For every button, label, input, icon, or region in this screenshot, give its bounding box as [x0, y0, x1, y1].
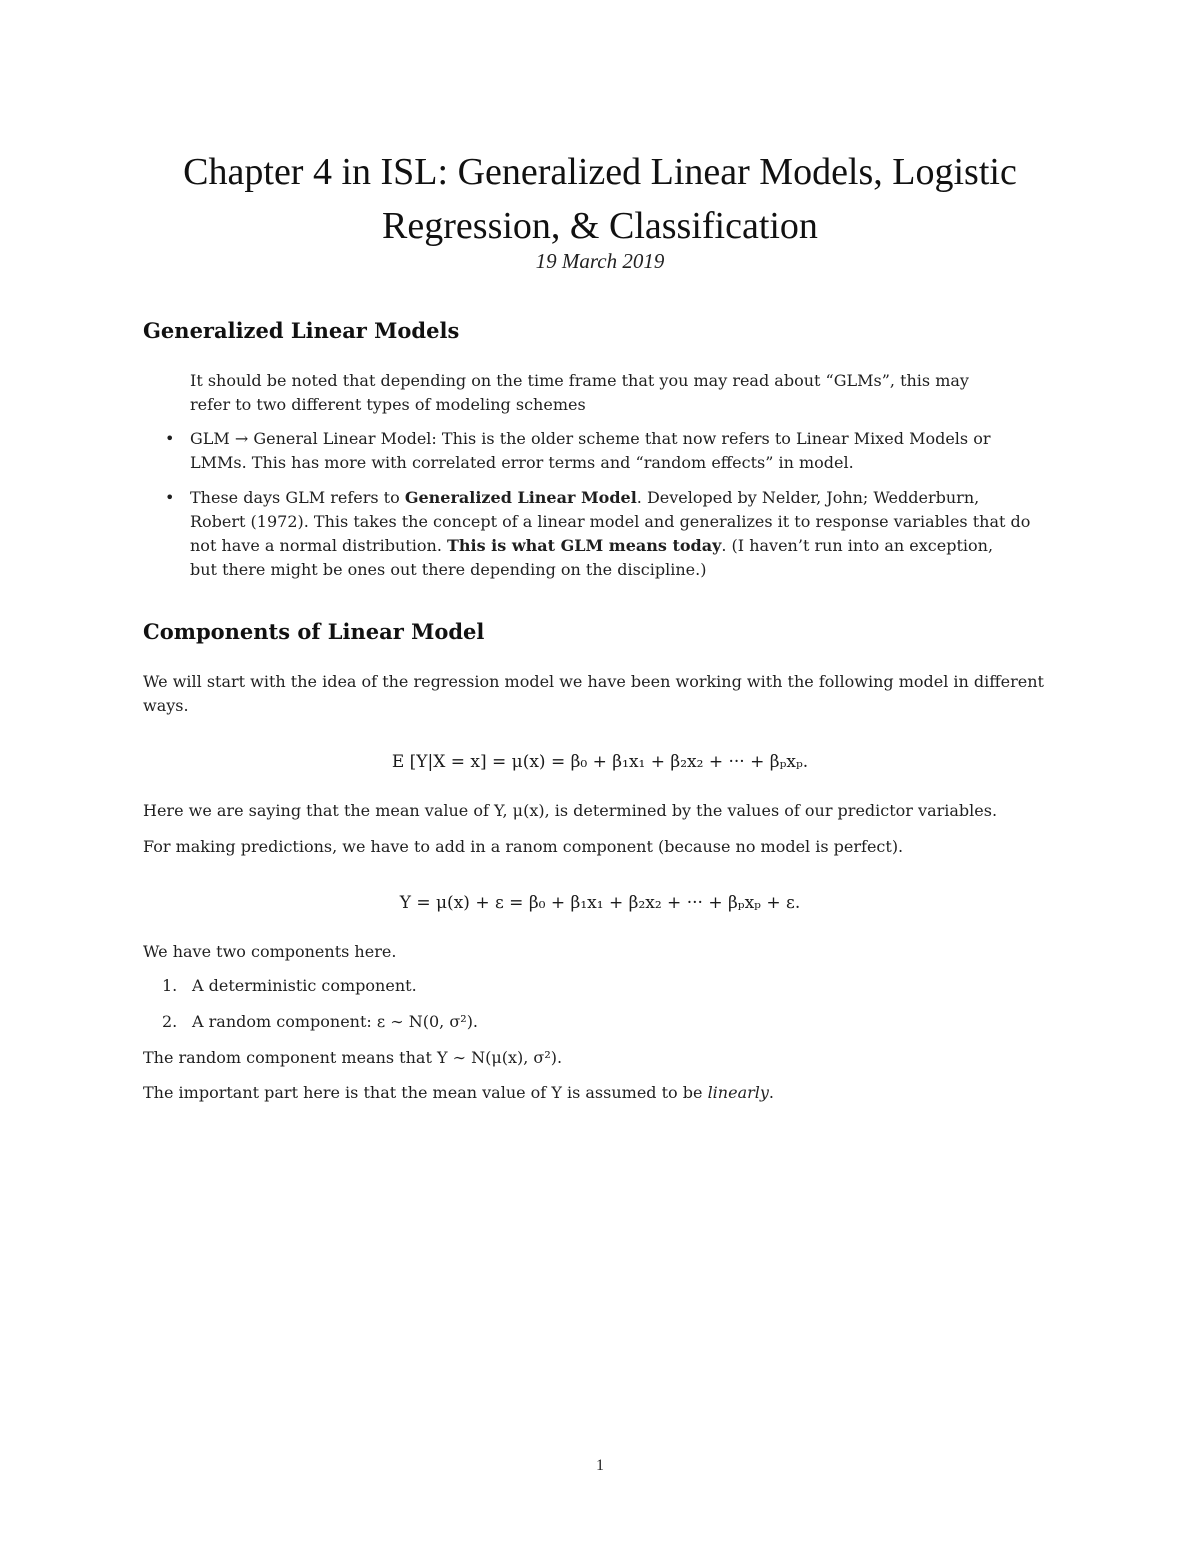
components-intro-line-2: ways.: [143, 696, 189, 715]
document-title: [100, 145, 1100, 253]
title-line-2: Regression, & Classification: [382, 205, 818, 247]
bullet-marker: •: [165, 429, 175, 448]
glm-intro-line-1: It should be noted that depending on the time frame that you may read about “GLMs”, this may: [190, 371, 969, 390]
linearity-emphasis: linearly: [707, 1083, 769, 1102]
linearity-text: The important part here is that the mean value of Y is assumed to be: [143, 1083, 708, 1102]
bullet-generalized-linear-model: [190, 486, 1070, 582]
prediction-paragraph: For making predictions, we have to add in a ranom component (because no model is perfect).: [143, 837, 904, 856]
components-intro: [143, 670, 1073, 718]
bullet-2-line-3-pre: not have a normal distribution.: [190, 536, 447, 555]
bullet-2-rest: . Developed by Nelder, John; Wedderburn,: [636, 488, 980, 507]
page-number: 1: [596, 1457, 604, 1474]
glm-intro: [190, 369, 1070, 417]
list-number-1: 1.: [162, 976, 178, 995]
section-heading-components: Components of Linear Model: [143, 619, 485, 644]
components-intro-line-1: We will start with the idea of the regression model we have been working with the following model in different: [143, 672, 1044, 691]
bullet-2-line-4: but there might be ones out there depending on the discipline.): [190, 560, 707, 579]
bullet-2-bold: Generalized Linear Model: [404, 488, 637, 507]
random-component-paragraph: The random component means that Y ∼ N(μ(x), σ²).: [143, 1048, 563, 1067]
linearity-paragraph: [143, 1081, 1073, 1105]
list-item-random: A random component: ε ∼ N(0, σ²).: [192, 1012, 479, 1031]
list-item-deterministic: A deterministic component.: [192, 976, 417, 995]
section-heading-glm: Generalized Linear Models: [143, 318, 460, 343]
title-line-1: Chapter 4 in ISL: Generalized Linear Models, Logistic: [183, 151, 1017, 193]
bullet-2-lead: These days GLM refers to: [190, 488, 405, 507]
glm-intro-line-2: refer to two different types of modeling schemes: [190, 395, 586, 414]
bullet-marker: •: [165, 488, 175, 507]
bullet-general-linear-model: [190, 427, 1070, 475]
bullet-1-lead: GLM → General Linear Model:: [190, 429, 442, 448]
mean-value-paragraph: Here we are saying that the mean value of Y, μ(x), is determined by the values of our predictor variables.: [143, 801, 998, 820]
bullet-2-line-3-bold: This is what GLM means today: [446, 536, 722, 555]
bullet-2-line-3-post: . (I haven’t run into an exception,: [721, 536, 994, 555]
equation-mean-model: E [Y|X = x] = μ(x) = β₀ + β₁x₁ + β₂x₂ + ··· + βₚxₚ.: [391, 752, 809, 772]
equation-prediction-model: Y = μ(x) + ε = β₀ + β₁x₁ + β₂x₂ + ··· + βₚxₚ + ε.: [399, 893, 801, 913]
two-components-paragraph: We have two components here.: [143, 942, 397, 961]
bullet-1-rest: This is the older scheme that now refers to Linear Mixed Models or: [441, 429, 991, 448]
bullet-2-line-2: Robert (1972). This takes the concept of a linear model and generalizes it to response variables that do: [190, 512, 1031, 531]
list-number-2: 2.: [162, 1012, 178, 1031]
linearity-period: .: [768, 1083, 775, 1102]
document-date: 19 March 2019: [535, 249, 665, 273]
bullet-1-line-2: LMMs. This has more with correlated error terms and “random effects” in model.: [190, 453, 854, 472]
